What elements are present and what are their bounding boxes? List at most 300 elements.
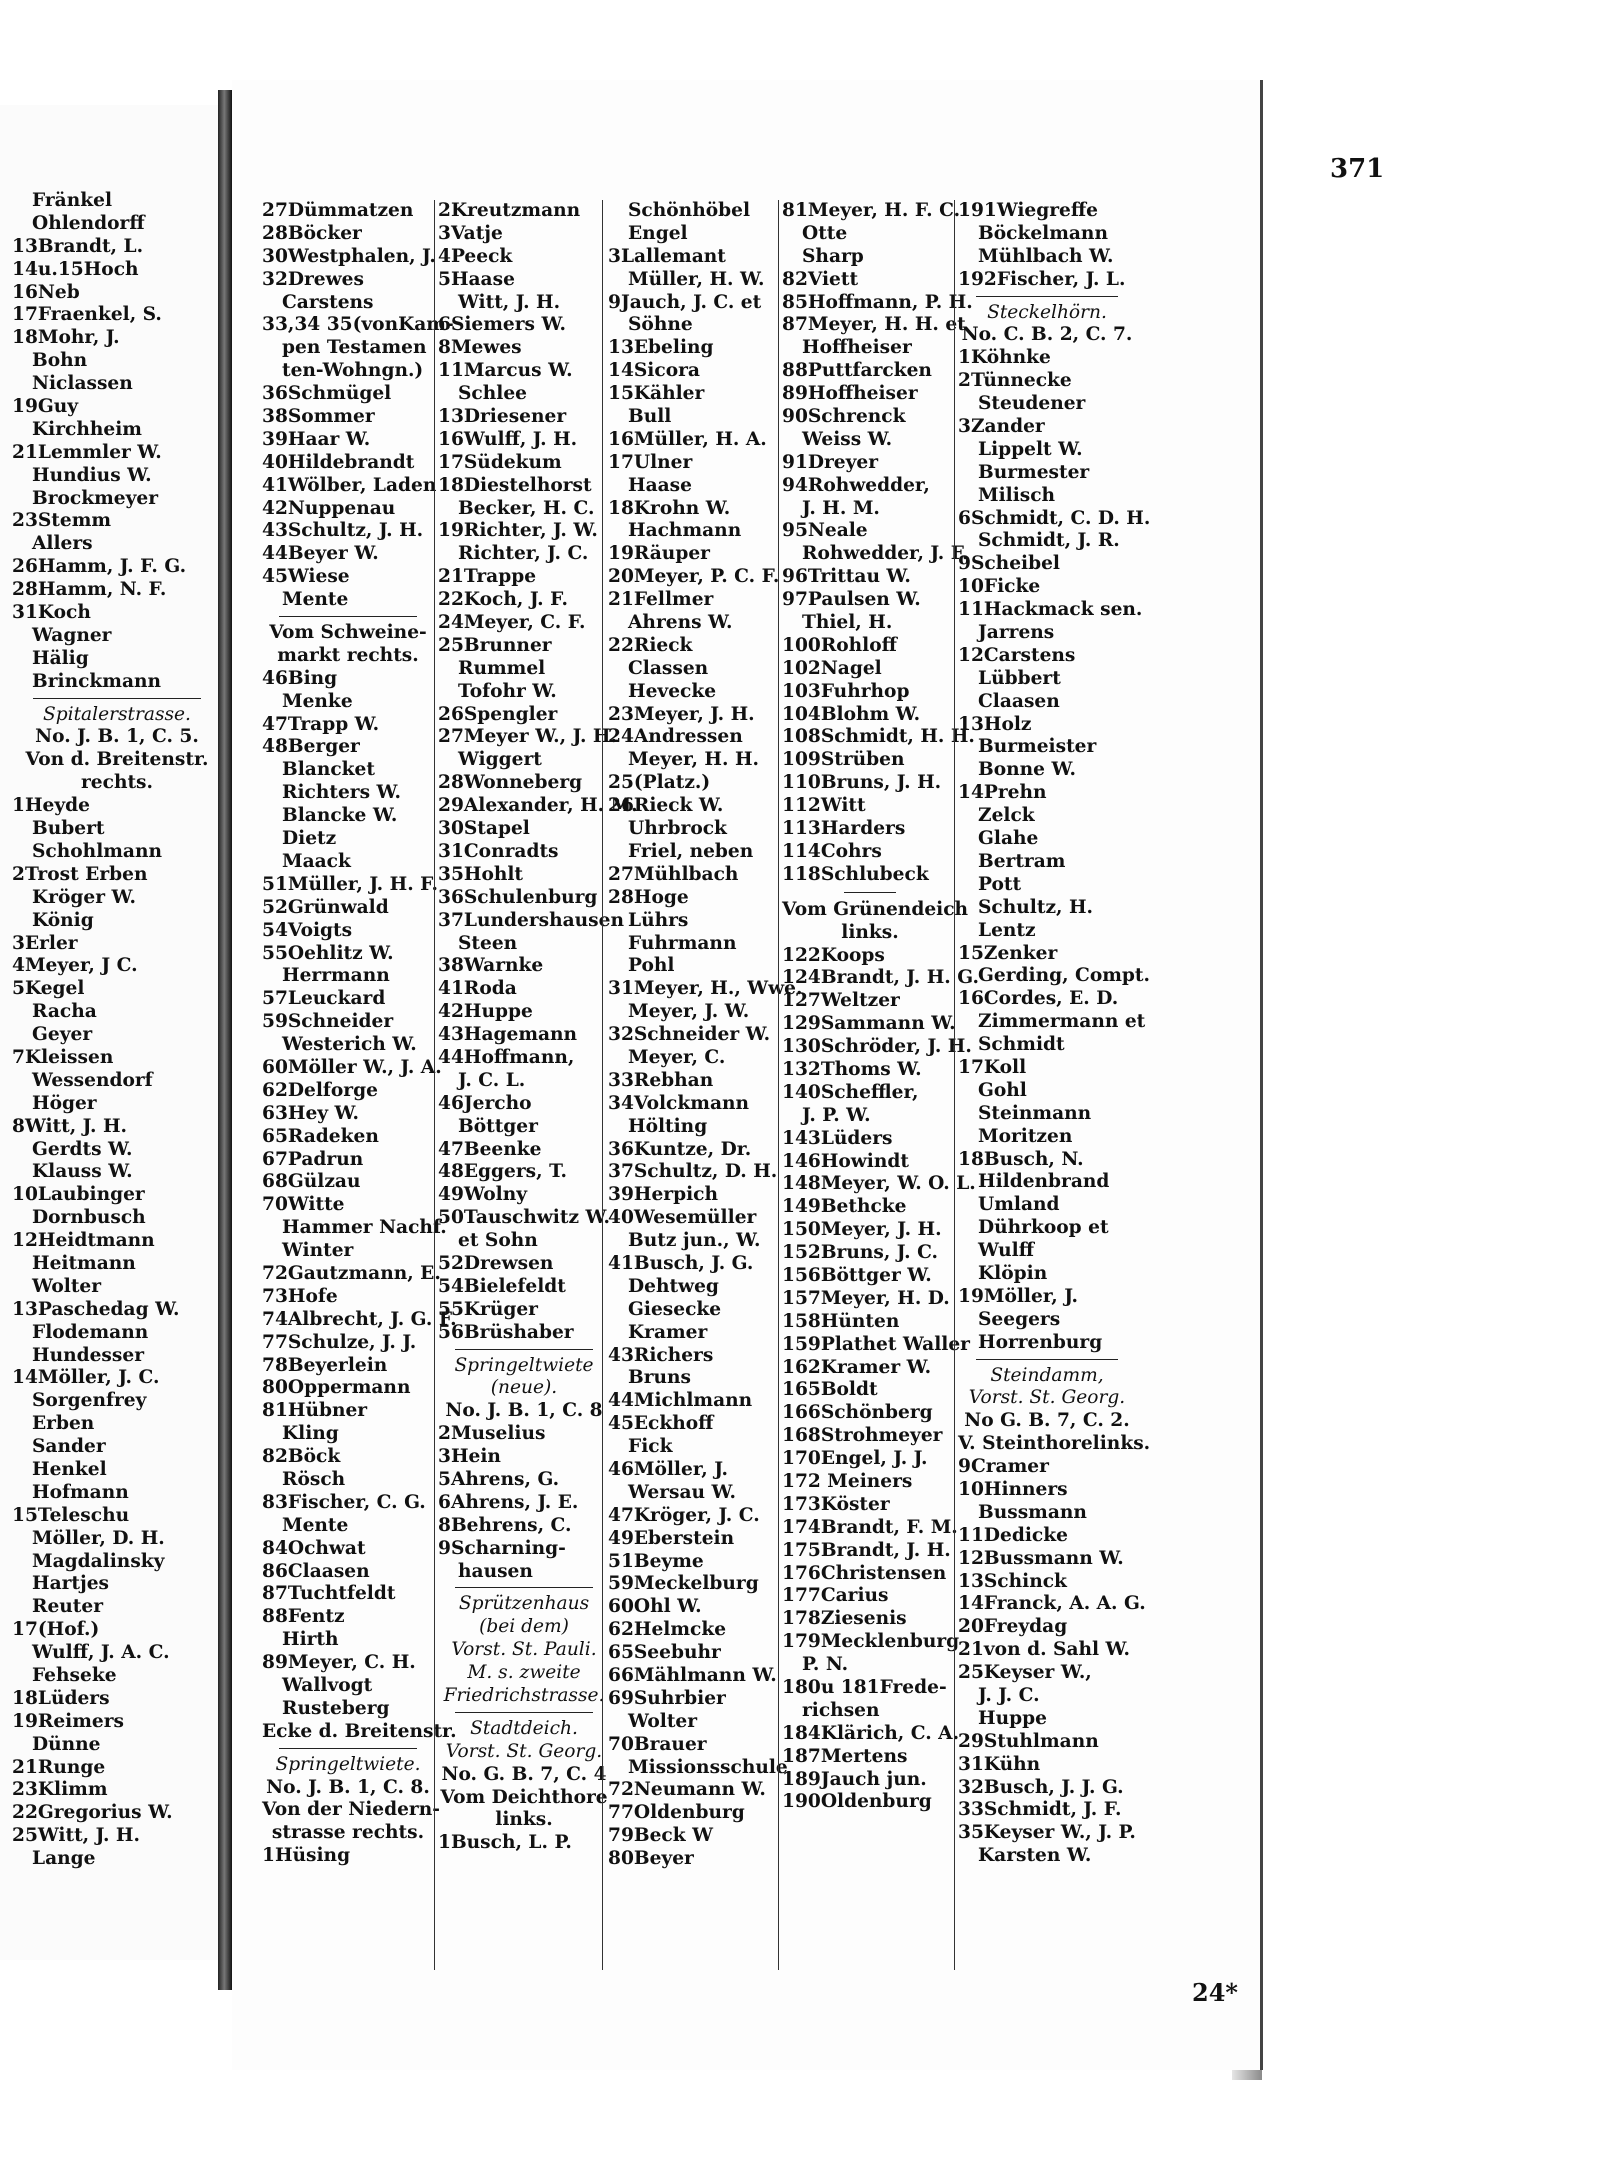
directory-entry: 28Hamm, N. F. xyxy=(12,579,167,601)
page-number: 371 xyxy=(1330,154,1385,184)
directory-entry: 174Brandt, F. M. xyxy=(782,1516,958,1538)
directory-entry: 140Scheffler, xyxy=(782,1081,919,1103)
directory-entry: (bei dem) xyxy=(479,1616,569,1638)
directory-entry: Uhrbrock xyxy=(628,818,727,840)
directory-entry: Bruns xyxy=(628,1367,692,1389)
directory-entry: Spitalerstrasse. xyxy=(43,703,191,725)
directory-entry: 165Boldt xyxy=(782,1379,878,1401)
directory-entry: 52Grünwald xyxy=(262,896,389,918)
directory-entry: 40Wesemüller xyxy=(608,1207,757,1229)
directory-entry: Friel, neben xyxy=(628,840,754,862)
directory-entry: Tofohr W. xyxy=(458,680,557,702)
directory-entry: 50Tauschwitz W. xyxy=(438,1207,610,1229)
directory-entry: Hundesser xyxy=(32,1344,144,1366)
directory-entry: Wulff, J. A. C. xyxy=(32,1642,170,1664)
column-1 xyxy=(262,200,457,1868)
directory-entry: Henkel xyxy=(32,1458,107,1480)
directory-entry: Schmidt, J. R. xyxy=(978,530,1120,552)
directory-entry: et Sohn xyxy=(458,1230,538,1252)
directory-entry: 88Fentz xyxy=(262,1606,345,1628)
directory-entry: Brockmeyer xyxy=(32,487,159,509)
directory-entry: 13Driesener xyxy=(438,406,567,428)
directory-entry: Hevecke xyxy=(628,680,717,702)
directory-entry: No. J. B. 1, C. 8 xyxy=(445,1400,603,1422)
directory-entry: 43Richers xyxy=(608,1344,714,1366)
directory-entry: Carstens xyxy=(282,291,374,313)
directory-entry xyxy=(262,1744,434,1754)
directory-entry: links. xyxy=(495,1809,553,1831)
directory-entry: Kling xyxy=(282,1423,339,1445)
directory-entry: 54Bielefeldt xyxy=(438,1275,566,1297)
directory-entry: 51Müller, J. H. F. xyxy=(262,873,438,895)
directory-entry: hausen xyxy=(458,1560,533,1582)
directory-entry: 34Volckmann xyxy=(608,1092,750,1114)
directory-entry: 13Schinck xyxy=(958,1570,1067,1592)
directory-entry: 52Drewsen xyxy=(438,1252,554,1274)
main-page xyxy=(232,80,1385,2070)
column-divider xyxy=(778,200,779,1970)
directory-entry: 70Witte xyxy=(262,1194,345,1216)
directory-entry: 25(Platz.) xyxy=(608,772,711,794)
directory-entry: Butz jun., W. xyxy=(628,1230,761,1252)
directory-entry: 17(Hof.) xyxy=(12,1619,100,1641)
directory-entry: Richters W. xyxy=(282,782,401,804)
directory-entry: Lentz xyxy=(978,919,1036,941)
directory-entry: Wallvogt xyxy=(282,1675,373,1696)
directory-entry: 77Oldenburg xyxy=(608,1802,745,1824)
directory-entry: 81Meyer, H. F. C. xyxy=(782,200,961,221)
directory-entry: 12Carstens xyxy=(958,644,1076,666)
directory-entry xyxy=(958,292,1136,302)
directory-entry: 41Wölber, Laden xyxy=(262,474,437,496)
directory-entry: 5Ahrens, G. xyxy=(438,1468,560,1490)
directory-entry: 8Mewes xyxy=(438,337,522,359)
directory-entry: 26Spengler xyxy=(438,703,558,725)
directory-entry: Mühlbach W. xyxy=(978,245,1114,267)
directory-entry: 127Weltzer xyxy=(782,990,900,1012)
directory-entry: 2Muselius xyxy=(438,1423,546,1445)
directory-entry: 124Brandt, J. H. G. xyxy=(782,967,979,989)
directory-entry: Wiggert xyxy=(458,749,542,771)
directory-entry: 38Sommer xyxy=(262,406,375,428)
directory-entry: 9Jauch, J. C. et xyxy=(608,291,762,313)
directory-entry: 29Alexander, H. M. xyxy=(438,795,638,817)
directory-entry: 27Mühlbach xyxy=(608,863,739,885)
directory-entry: 23Stemm xyxy=(12,510,112,532)
directory-entry: 148Meyer, W. O. L. xyxy=(782,1173,976,1195)
directory-entry: Schlee xyxy=(458,383,527,405)
directory-entry: Becker, H. C. xyxy=(458,497,595,519)
directory-entry: Meyer, H. H. xyxy=(628,749,759,771)
directory-entry: 149Bethcke xyxy=(782,1196,907,1218)
directory-entry: Hofmann xyxy=(32,1481,129,1503)
directory-entry: 156Böttger W. xyxy=(782,1264,932,1286)
directory-entry: 31Meyer, H., Wwe. xyxy=(608,978,803,1000)
directory-entry: Zelck xyxy=(978,805,1035,827)
directory-entry: 7Kleissen xyxy=(12,1046,114,1068)
directory-entry: 5Kegel xyxy=(12,978,85,1000)
directory-entry: 79Beck W xyxy=(608,1825,713,1847)
column-3 xyxy=(608,200,803,1871)
directory-entry: 96Trittau W. xyxy=(782,566,911,588)
directory-entry: 28Böcker xyxy=(262,222,362,244)
directory-entry: Heitmann xyxy=(32,1252,136,1274)
directory-entry: 95Neale xyxy=(782,520,868,542)
directory-entry: ten-Wohngn.) xyxy=(282,360,424,382)
directory-entry: Hachmann xyxy=(628,520,742,542)
directory-entry: Dünne xyxy=(32,1733,101,1755)
directory-entry: 80Beyer xyxy=(608,1848,694,1870)
directory-entry: 63Hey W. xyxy=(262,1102,360,1124)
directory-entry: 21von d. Sahl W. xyxy=(958,1639,1131,1661)
directory-entry: 39Herpich xyxy=(608,1184,718,1206)
directory-entry: Dornbusch xyxy=(32,1207,146,1229)
directory-entry: 87Meyer, H. H. et xyxy=(782,314,966,336)
directory-entry: Geyer xyxy=(32,1024,93,1046)
directory-entry: Burmester xyxy=(978,461,1090,483)
directory-entry: Ahrens W. xyxy=(628,612,733,634)
directory-entry: 47Trapp W. xyxy=(262,713,380,735)
directory-entry: 4Meyer, J C. xyxy=(12,955,138,977)
directory-entry: 108Schmidt, H. H. xyxy=(782,726,975,748)
directory-entry: 45Eckhoff xyxy=(608,1413,714,1435)
directory-entry: No. J. B. 1, C. 5. xyxy=(35,726,199,748)
directory-entry: 1Busch, L. P. xyxy=(438,1832,572,1854)
column-divider xyxy=(434,200,435,1970)
directory-entry: 60Ohl W. xyxy=(608,1596,702,1618)
directory-entry: Höger xyxy=(32,1092,97,1114)
directory-entry: 184Klärich, C. A. xyxy=(782,1722,960,1744)
directory-entry: 132Thoms W. xyxy=(782,1058,922,1080)
directory-entry xyxy=(958,1355,1136,1365)
directory-entry: Lührs xyxy=(628,909,689,931)
directory-entry: Menke xyxy=(282,690,353,712)
directory-entry: 176Christensen xyxy=(782,1562,947,1584)
directory-entry: 25Brunner xyxy=(438,634,552,656)
directory-entry: 36Kuntze, Dr. xyxy=(608,1138,752,1160)
directory-entry: Vorst. St. Georg. xyxy=(968,1387,1126,1409)
directory-entry: Otte xyxy=(802,222,848,244)
directory-entry: 65Radeken xyxy=(262,1125,379,1147)
directory-entry: 5Haase xyxy=(438,268,515,290)
directory-entry: 16Cordes, E. D. xyxy=(958,988,1119,1010)
directory-entry: Richter, J. C. xyxy=(458,543,589,565)
directory-entry: 18Busch, N. xyxy=(958,1148,1084,1170)
directory-entry: No. C. B. 2, C. 7. xyxy=(961,324,1133,346)
directory-entry: 94Rohwedder, xyxy=(782,474,930,496)
directory-entry: 42Huppe xyxy=(438,1001,533,1023)
directory-entry: 17Ulner xyxy=(608,451,693,473)
directory-entry: 48Eggers, T. xyxy=(438,1161,568,1183)
directory-entry: 84Ochwat xyxy=(262,1537,366,1559)
directory-entry: Brinckmann xyxy=(32,670,162,692)
directory-entry: Claasen xyxy=(978,690,1060,712)
directory-entry: Sharp xyxy=(802,245,864,267)
directory-entry: Lippelt W. xyxy=(978,438,1083,460)
directory-entry: 118Schlubeck xyxy=(782,863,929,885)
directory-entry: Witt, J. H. xyxy=(458,291,561,313)
directory-entry: 45Wiese xyxy=(262,566,350,588)
directory-entry: Kirchheim xyxy=(32,418,142,440)
directory-entry: Dietz xyxy=(282,828,337,850)
directory-entry: Hartjes xyxy=(32,1573,110,1595)
directory-entry: Gerdts W. xyxy=(32,1138,133,1160)
directory-entry: Von d. Breitenstr. xyxy=(25,749,209,771)
directory-entry: 37Lundershausen xyxy=(438,909,624,931)
directory-entry: 22Koch, J. F. xyxy=(438,589,568,611)
directory-entry: 6Siemers W. xyxy=(438,314,566,336)
directory-entry: 11Marcus W. xyxy=(438,360,573,382)
directory-entry: Winter xyxy=(282,1240,354,1262)
directory-entry: 80Oppermann xyxy=(262,1377,411,1399)
directory-entry: 25Witt, J. H. xyxy=(12,1825,140,1847)
directory-entry: 177Carius xyxy=(782,1585,889,1607)
directory-entry: 31Koch xyxy=(12,602,91,624)
directory-entry: 60Möller W., J. A. xyxy=(262,1056,442,1078)
directory-entry: 36Schulenburg xyxy=(438,886,598,908)
directory-entry: 102Nagel xyxy=(782,657,882,679)
directory-entry: 46Bing xyxy=(262,667,338,689)
directory-entry: 112Witt xyxy=(782,795,866,817)
directory-entry: 178Ziesenis xyxy=(782,1608,907,1630)
directory-entry: Steckelhörn. xyxy=(987,301,1107,323)
directory-entry: Milisch xyxy=(978,484,1056,506)
directory-entry: 16Müller, H. A. xyxy=(608,428,767,450)
directory-entry: Springeltwiete. xyxy=(275,1753,421,1775)
directory-entry: Bohn xyxy=(32,350,88,372)
directory-entry: 20Freydag xyxy=(958,1616,1068,1638)
directory-entry: Hölting xyxy=(628,1115,708,1137)
directory-entry: 17Fraenkel, S. xyxy=(12,304,162,326)
directory-entry: 11Dedicke xyxy=(958,1524,1068,1546)
directory-entry: 69Suhrbier xyxy=(608,1687,726,1709)
directory-entry: Dührkoop et xyxy=(978,1217,1109,1239)
directory-entry: 4Peeck xyxy=(438,245,513,267)
directory-entry: Pohl xyxy=(628,955,675,977)
directory-entry: 2Tünnecke xyxy=(958,370,1072,392)
directory-entry: 30Stapel xyxy=(438,818,530,840)
directory-entry: 49Eberstein xyxy=(608,1527,735,1549)
directory-entry: 87Tuchtfeldt xyxy=(262,1583,396,1605)
directory-entry: Ohlendorff xyxy=(32,212,145,234)
directory-entry: 59Meckelburg xyxy=(608,1573,759,1595)
directory-entry: 18Diestelhorst xyxy=(438,474,592,496)
directory-entry: 23Klimm xyxy=(12,1779,108,1801)
directory-entry: 15Kähler xyxy=(608,383,705,405)
directory-entry: Niclassen xyxy=(32,373,133,395)
directory-entry: Fehseke xyxy=(32,1665,117,1686)
directory-entry: Vorst. St. Georg. xyxy=(445,1740,603,1762)
directory-entry: No. G. B. 7, C. 4 xyxy=(441,1763,607,1785)
directory-entry: Dehtweg xyxy=(628,1275,719,1297)
directory-entry: 19Guy xyxy=(12,396,79,418)
directory-entry: 157Meyer, H. D. xyxy=(782,1287,950,1309)
directory-entry: Gerding, Compt. xyxy=(978,965,1150,987)
directory-entry: 36Schmügel xyxy=(262,383,392,405)
directory-entry: links. xyxy=(841,921,899,943)
directory-entry: 66Mählmann W. xyxy=(608,1665,777,1686)
directory-entry: 21Runge xyxy=(12,1756,106,1778)
directory-entry: Thiel, H. xyxy=(802,612,893,634)
directory-entry: Steindamm, xyxy=(990,1364,1104,1386)
directory-entry: 32Schneider W. xyxy=(608,1024,771,1046)
directory-entry: 11Hackmack sen. xyxy=(958,599,1143,621)
directory-entry: 17Koll xyxy=(958,1056,1027,1078)
directory-entry: Schohlmann xyxy=(32,840,163,862)
column-5 xyxy=(958,200,1151,1868)
directory-entry: 1Köhnke xyxy=(958,347,1051,369)
directory-entry: 150Meyer, J. H. xyxy=(782,1219,942,1241)
directory-entry: 44Hoffmann, xyxy=(438,1046,575,1068)
directory-entry: 46Möller, J. xyxy=(608,1458,729,1480)
directory-entry: 32Busch, J. J. G. xyxy=(958,1776,1124,1798)
directory-entry: 31Conradts xyxy=(438,840,559,862)
directory-entry: Rusteberg xyxy=(282,1697,390,1719)
directory-entry: Steinmann xyxy=(978,1102,1092,1124)
column-divider xyxy=(602,200,603,1970)
directory-entry: No G. B. 7, C. 2. xyxy=(964,1410,1130,1432)
directory-entry: J. J. C. xyxy=(978,1685,1040,1706)
directory-entry: 90Schrenck xyxy=(782,406,906,428)
directory-entry: 1Hüsing xyxy=(262,1845,351,1867)
directory-entry: 3Erler xyxy=(12,932,78,954)
directory-entry: 67Padrun xyxy=(262,1148,364,1170)
directory-entry: 91Dreyer xyxy=(782,451,879,473)
directory-entry: 43Hagemann xyxy=(438,1024,578,1046)
directory-entry: Weiss W. xyxy=(802,428,893,450)
directory-entry: 77Schulze, J. J. xyxy=(262,1331,417,1353)
signature-mark: 24* xyxy=(1192,1978,1238,2007)
directory-entry: 62Helmcke xyxy=(608,1619,727,1641)
directory-entry: Meyer, C. xyxy=(628,1046,726,1068)
directory-entry: 28Hoge xyxy=(608,886,689,908)
directory-entry: 18Krohn W. xyxy=(608,497,731,519)
directory-entry: 15Teleschu xyxy=(12,1504,130,1526)
directory-entry: 35Hohlt xyxy=(438,863,524,885)
directory-entry: 146Howindt xyxy=(782,1150,909,1172)
directory-entry: 152Bruns, J. C. xyxy=(782,1242,939,1264)
directory-entry: 41Busch, J. G. xyxy=(608,1252,754,1274)
directory-entry: 42Nuppenau xyxy=(262,497,396,519)
directory-entry: 3Zander xyxy=(958,416,1045,438)
directory-entry: 8Witt, J. H. xyxy=(12,1115,128,1137)
directory-entry: 74Albrecht, J. G. F. xyxy=(262,1308,457,1330)
directory-entry: 19Möller, J. xyxy=(958,1285,1079,1307)
directory-entry: 47Beenke xyxy=(438,1138,542,1160)
directory-entry: 37Schultz, D. H. xyxy=(608,1161,778,1183)
previous-page-edge xyxy=(0,105,220,1960)
directory-entry: 179Mecklenburg xyxy=(782,1631,960,1653)
directory-entry: Möller, D. H. xyxy=(32,1527,165,1549)
directory-entry: 168Strohmeyer xyxy=(782,1425,943,1447)
directory-entry: J. H. M. xyxy=(802,497,880,519)
directory-entry: 2Kreutzmann xyxy=(438,200,581,221)
directory-entry: 114Cohrs xyxy=(782,840,882,862)
directory-entry: Huppe xyxy=(978,1707,1047,1729)
directory-entry: Kramer xyxy=(628,1321,708,1343)
directory-entry: Fränkel xyxy=(32,190,113,211)
directory-entry: Engel xyxy=(628,222,688,244)
directory-entry: König xyxy=(32,909,94,931)
directory-entry: Vom Deichthore xyxy=(440,1786,608,1808)
directory-entry: 159Plathet Waller xyxy=(782,1333,970,1355)
directory-entry: 30Westphalen, J. xyxy=(262,245,436,267)
directory-entry: Gohl xyxy=(978,1079,1027,1101)
directory-entry: Hildenbrand xyxy=(978,1171,1110,1193)
directory-entry: 48Berger xyxy=(262,736,360,758)
directory-entry: 15Zenker xyxy=(958,942,1058,964)
column-2 xyxy=(438,200,638,1855)
directory-entry: 10Hinners xyxy=(958,1478,1068,1500)
directory-entry: Bubert xyxy=(32,818,105,840)
directory-entry: 39Haar W. xyxy=(262,428,371,450)
directory-entry: 13Paschedag W. xyxy=(12,1298,180,1320)
directory-entry: 9Scheibel xyxy=(958,553,1060,575)
directory-entry xyxy=(438,1583,610,1593)
directory-entry: Hammer Nachf. xyxy=(282,1217,447,1239)
directory-entry: Burmeister xyxy=(978,736,1097,758)
directory-entry: Glahe xyxy=(978,828,1039,850)
directory-entry: 191Wiegreffe xyxy=(958,200,1098,221)
directory-entry xyxy=(262,612,434,622)
directory-entry: Sorgenfrey xyxy=(32,1390,147,1412)
directory-entry: 65Seebuhr xyxy=(608,1642,721,1664)
directory-entry: 189Jauch jun. xyxy=(782,1768,927,1790)
directory-entry: Kröger W. xyxy=(32,886,136,908)
directory-entry: 14u.15Hoch xyxy=(12,258,139,280)
directory-entry: Klöpin xyxy=(978,1262,1048,1284)
directory-entry: Jarrens xyxy=(978,622,1055,644)
directory-entry: Maack xyxy=(282,850,351,872)
directory-entry: 97Paulsen W. xyxy=(782,589,921,611)
directory-entry: Sander xyxy=(32,1436,106,1458)
directory-entry: Rösch xyxy=(282,1468,346,1490)
directory-entry: Bonne W. xyxy=(978,759,1076,781)
directory-entry: 13Ebeling xyxy=(608,337,714,359)
directory-entry: Mente xyxy=(282,589,349,611)
directory-entry: 28Wonneberg xyxy=(438,772,583,794)
directory-entry: 68Gülzau xyxy=(262,1171,361,1193)
directory-entry: 86Claasen xyxy=(262,1560,370,1582)
directory-entry: 22Rieck xyxy=(608,634,693,656)
directory-entry: Bertram xyxy=(978,850,1066,872)
directory-entry: 43Schultz, J. H. xyxy=(262,520,424,542)
directory-entry xyxy=(782,887,958,899)
directory-entry: richsen xyxy=(802,1699,880,1721)
directory-entry: Hirth xyxy=(282,1629,339,1651)
directory-entry xyxy=(12,694,222,704)
directory-entry: 33Rebhan xyxy=(608,1069,714,1091)
directory-entry: 89Hoffheiser xyxy=(782,383,918,405)
directory-entry: Lübbert xyxy=(978,667,1061,689)
directory-entry: 180u 181Frede- xyxy=(782,1677,947,1698)
directory-entry: 162Kramer W. xyxy=(782,1356,932,1378)
directory-entry: 14Franck, A. A. G. xyxy=(958,1593,1146,1615)
directory-entry: Hälig xyxy=(32,647,89,669)
directory-entry: 38Warnke xyxy=(438,955,544,977)
directory-entry: Steen xyxy=(458,932,518,954)
directory-entry: Hoffheiser xyxy=(802,337,912,359)
directory-entry: 73Hofe xyxy=(262,1285,338,1307)
directory-entry: 14Sicora xyxy=(608,360,700,382)
directory-entry: Rummel xyxy=(458,657,546,679)
directory-entry: 81Hübner xyxy=(262,1400,368,1422)
directory-entry: 9Cramer xyxy=(958,1456,1049,1478)
directory-entry: 187Mertens xyxy=(782,1745,908,1767)
directory-entry: M. s. zweite xyxy=(467,1662,581,1684)
directory-entry: 85Hoffmann, P. H. xyxy=(782,291,973,313)
directory-entry: 130Schröder, J. H. xyxy=(782,1036,972,1058)
